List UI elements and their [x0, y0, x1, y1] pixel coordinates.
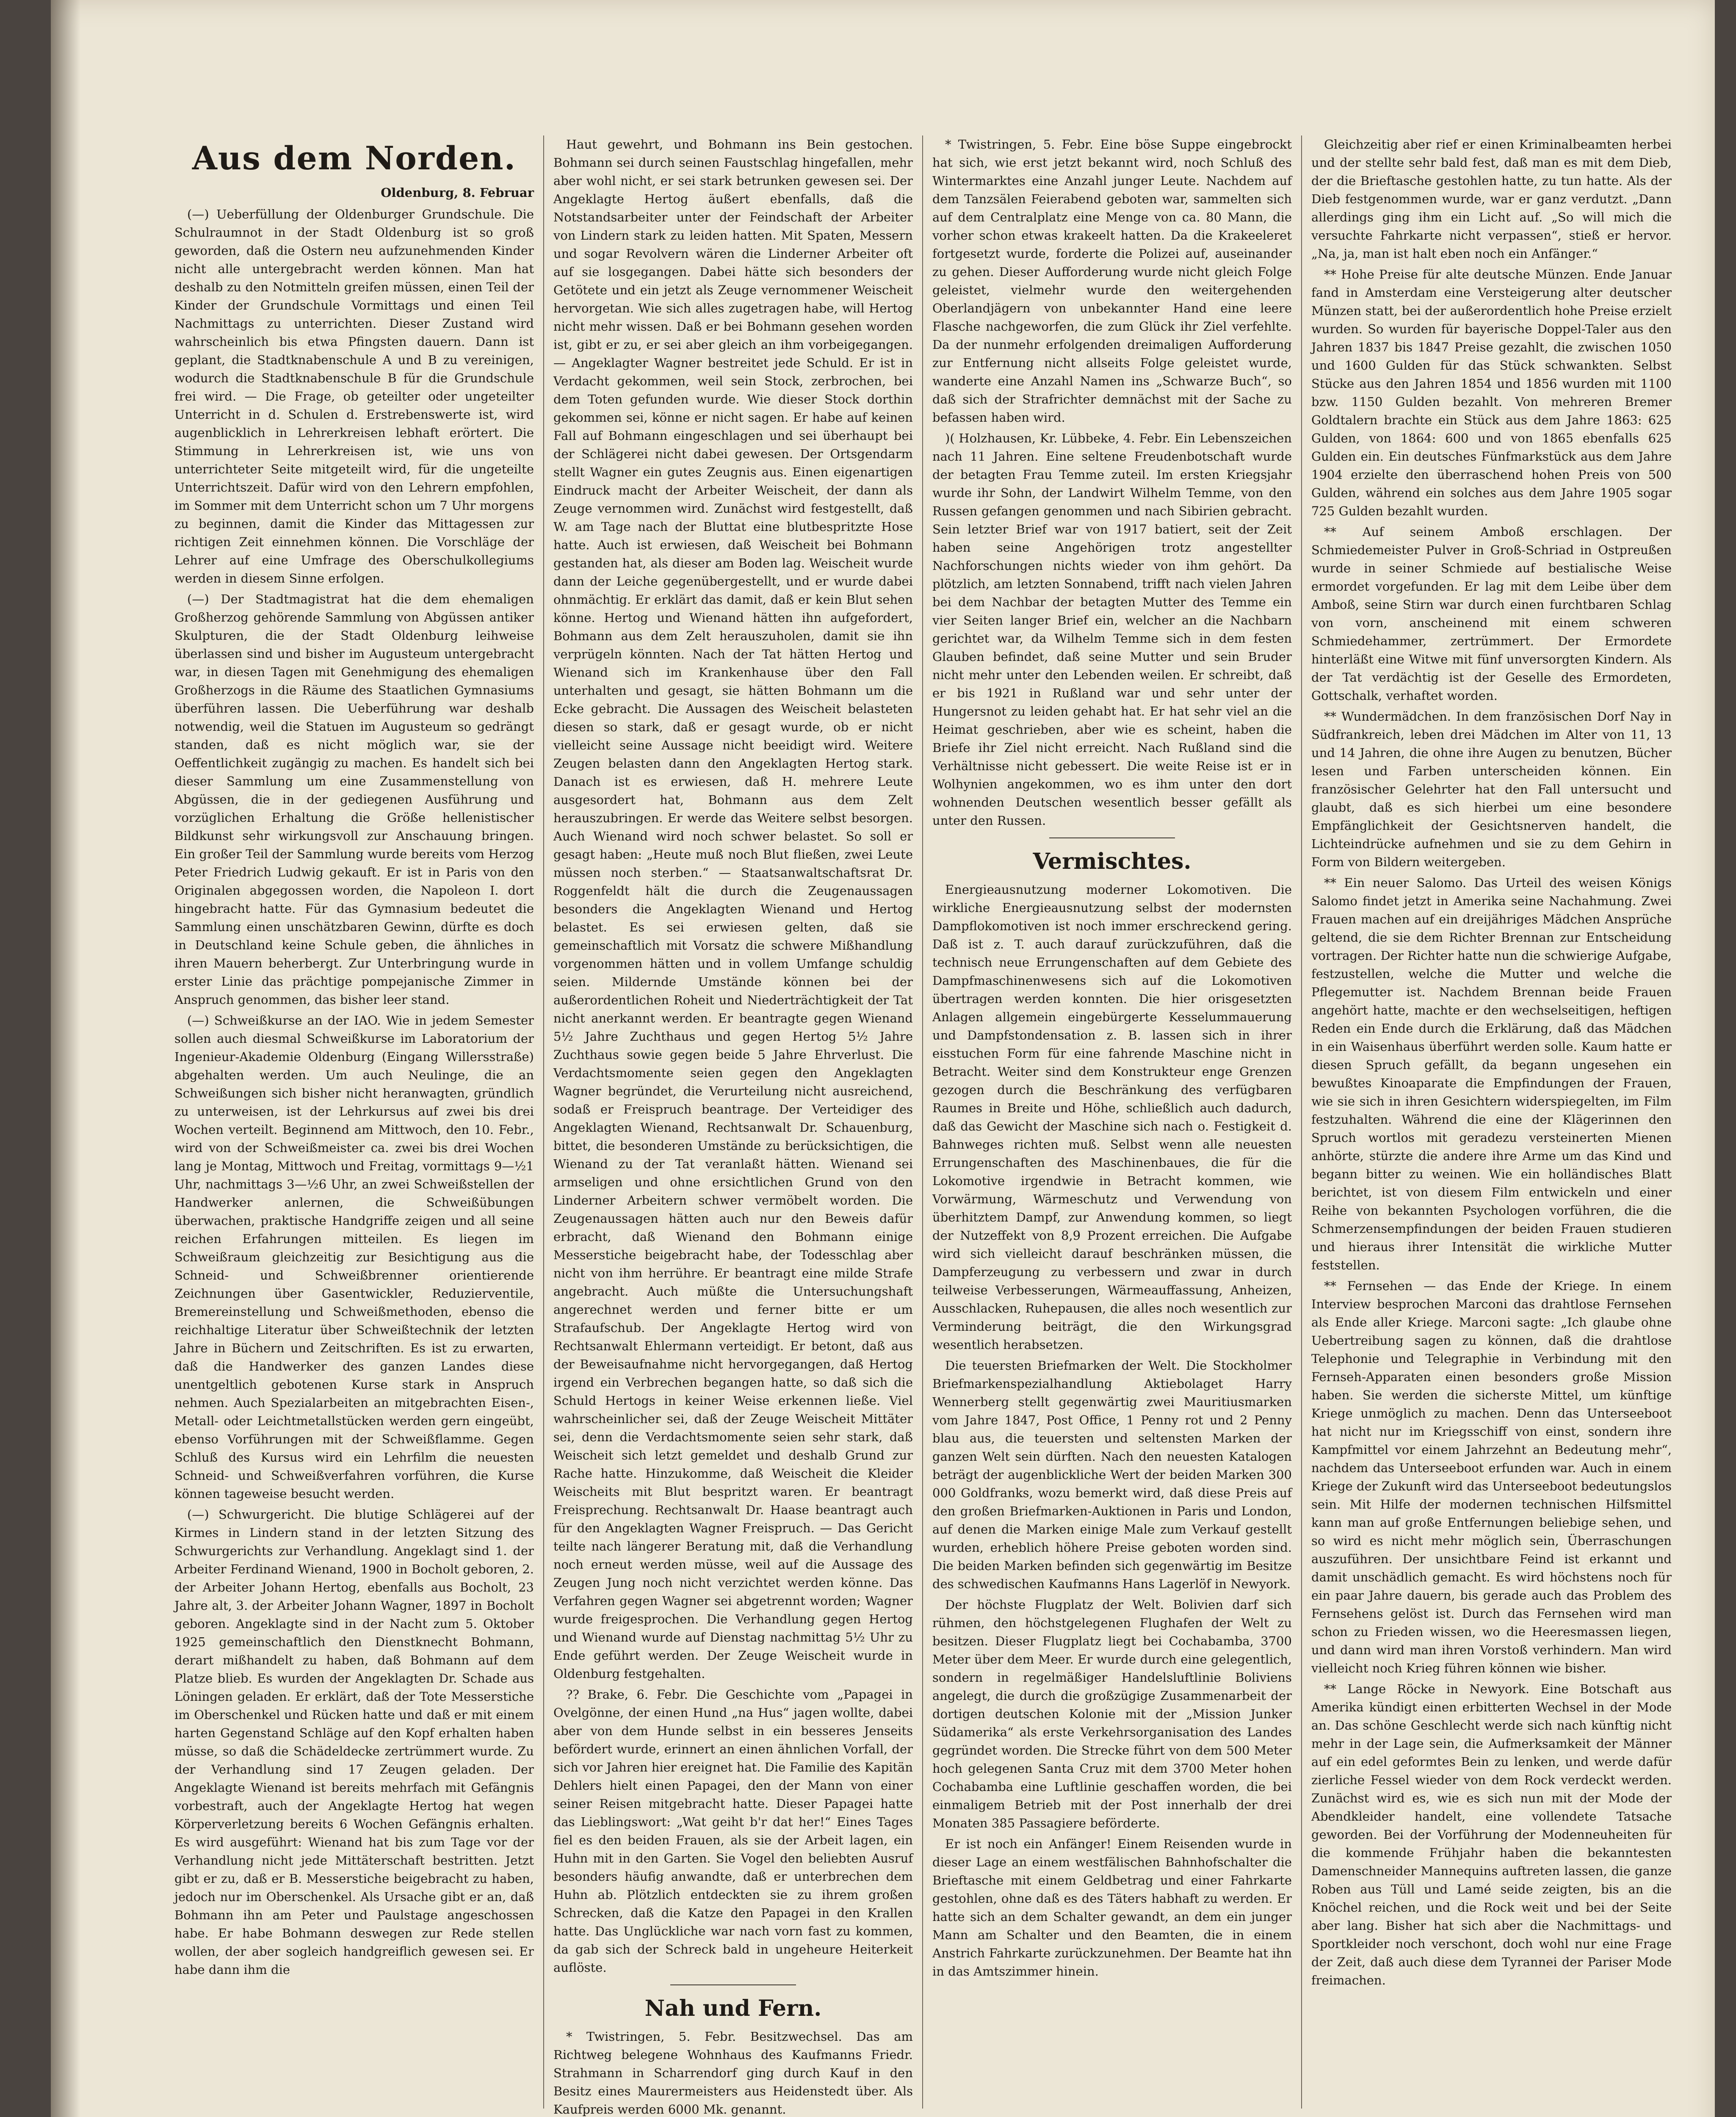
section-title: Aus dem Norden. [192, 139, 517, 177]
article-paragraph: (—) Schwurgericht. Die blutige Schlägerei auf der Kirmes in Lindern stand in der letzten Sitzung des Schwurgerichts zur Verhandlung. Angeklagt sind 1. der Arbeiter Ferdinand Wienand, 1900 in Bocholt geboren, 2. der Arbeiter Johann Hertog, ebenfalls aus Bocholt, 23 Jahre alt, 3. der Arbeiter Johann Wagner, 1897 in Bocholt geboren. Angeklagte sind in der Nacht zum 5. Oktober 1925 gemeinschaftlich den Dienstknecht Bohmann, derart mißhandelt zu haben, daß Bohmann auf dem Platze blieb. Es wurden der Angeklagten Dr. Schade aus Löningen geladen. Er erklärt, daß der Tote Messerstiche im Oberschenkel und Rücken hatte und daß er mit einem harten Gegenstand Schläge auf den Kopf erhalten haben müsse, so daß die Schädeldecke zertrümmert wurde. Zu der Verhandlung sind 17 Zeugen geladen. Der Angeklagte Wienand ist bereits mehrfach mit Gefängnis vorbestraft, auch der Angeklagte Hertog hat wegen Körperverletzung bereits 6 Wochen Gefängnis erhalten. Es wird ausgeführt: Wienand hat bis zum Tage vor der Verhandlung nicht jede Mittäterschaft bestritten. Jetzt gibt er zu, daß er B. Messerstiche beigebracht zu haben, jedoch nur im Oberschenkel. Als Ursache gibt er an, daß Bohmann ihn am Peter und Paulstage angeschossen habe. Er habe Bohmann deswegen zur Rede stellen wollen, der aber sogleich handgreiflich gewesen sei. Er habe dann ihm die [174, 1507, 534, 1977]
article-paragraph: ** Fernsehen — das Ende der Kriege. In einem Interview besprochen Marconi das drahtlose Fernsehen als Ende aller Kriege. Marconi sagte: „Ich glaube ohne Uebertreibung sagen zu können, daß die drahtlose Telephonie und Telegraphie in Verbindung mit den Fernseh-Apparaten einen besonders große Mission haben. Sie werden die sicherste Mittel, um künftige Kriege unmöglich zu machen. Denn das Unterseeboot hat nicht nur im Kriegsschiff von einst, sondern ihre Kampfmittel vor einem Jahrzehnt an Bedeutung mehr“, nachdem das Unterseeboot erfunden war. Auch in einem Kriege der Zukunft wird das Unterseeboot bedeutungslos sein. Mit Hilfe der modernen technischen Hilfsmittel kann man auf große Entfernungen beliebige sehen, und so wird es nicht mehr möglich sein, Überraschungen auszuführen. Der unsichtbare Feind ist erkannt und damit unschädlich gemacht. Es wird höchstens noch für ein paar Jahre dauern, bis gerade auch das Problem des Fernsehens gelöst ist. Durch das Fernsehen wird man schon zu Frieden wissen, wo die Heeresmassen liegen, und dann wird man ihren Vorstoß verhindern. Man wird vielleicht noch Krieg führen können wie bisher. [1311, 1279, 1672, 1675]
article-paragraph: Die teuersten Briefmarken der Welt. Die Stockholmer Briefmarkenspezialhandlung Aktiebolaget Harry Wennerberg stellt gegenwärtig zwei Mauritiusmarken vom Jahre 1847, Post Office, 1 Penny rot und 2 Penny blau aus, die teuersten und seltensten Marken der ganzen Welt sein dürften. Nach den neuesten Katalogen beträgt der augenblickliche Wert der beiden Marken 300 000 Goldfranks, wozu bemerkt wird, daß diese Preis auf den großen Briefmarken-Auktionen in Paris und London, auf denen die Marken einige Male zum Verkauf gestellt wurden, erheblich höhere Preise geboten worden sind. Die beiden Marken befinden sich gegenwärtig im Besitze des schwedischen Kaufmanns Hans Lagerlöf in Newyork. [932, 1358, 1292, 1591]
divider [670, 1984, 796, 1985]
article-paragraph: ** Auf seinem Amboß erschlagen. Der Schmiedemeister Pulver in Groß-Schriad in Ostpreußen wurde in seiner Schmiede auf bestialische Weise ermordet vorgefunden. Er lag mit dem Leibe über dem Amboß, seine Stirn war durch einen furchtbaren Schlag von vorn, anscheinend mit einem schweren Schmiedehammer, zertrümmert. Der Ermordete hinterläßt eine Witwe mit fünf unversorgten Kindern. Als der Tat verdächtig ist der Geselle des Ermordeten, Gottschalk, verhaftet worden. [1311, 525, 1672, 703]
column-1 [165, 135, 544, 2109]
column-4 [1302, 135, 1681, 2109]
article-paragraph: Gleichzeitig aber rief er einen Kriminalbeamten herbei und der stellte sehr bald fest, daß man es mit dem Dieb, der die Brieftasche gestohlen hatte, zu tun hatte. Als der Dieb festgenommen wurde, war er ganz verdutzt. „Dann allerdings ging ihm ein Licht auf. „So will mich die versuchte Fahrkarte nicht verpassen“, stieß er hervor. „Na, ja, man ist halt eben noch ein Anfänger.“ [1311, 137, 1672, 261]
article-paragraph: )( Holzhausen, Kr. Lübbeke, 4. Febr. Ein Lebenszeichen nach 11 Jahren. Eine seltene Freudenbotschaft wurde der betagten Frau Temme zuteil. Im ersten Kriegsjahr wurde ihr Sohn, der Landwirt Wilhelm Temme, von den Russen gefangen genommen und nach Sibirien gebracht. Sein letzter Brief war von 1917 batiert, seit der Zeit haben seine Angehörigen trotz angestellter Nachforschungen nichts wieder von ihm gehört. Da plötzlich, am letzten Sonnabend, trifft nach vielen Jahren bei dem Nachbar der betagten Mutter des Temme ein vier Seiten langer Brief ein, welcher an die Nachbarn gerichtet war, da Wilhelm Temme sich in dem festen Glauben befindet, daß seine Mutter und sein Bruder nicht mehr unter den Lebenden weilen. Er schreibt, daß er bis 1921 in Rußland war und sehr unter der Hungersnot zu leiden gehabt hat. Er hat sehr viel an die Heimat geschrieben, aber wie es scheint, haben die Briefe ihr Ziel nicht erreicht. Nach Rußland sind die Verhältnisse nicht gebessert. Die weite Reise ist er in Wolhynien angekommen, wo es ihm unter den dort wohnenden Deutschen wesentlich besser gefällt als unter den Russen. [932, 431, 1292, 828]
article-paragraph: Der höchste Flugplatz der Welt. Bolivien darf sich rühmen, den höchstgelegenen Flughafen der Welt zu besitzen. Dieser Flugplatz liegt bei Cochabamba, 3700 Meter über dem Meer. Er wurde durch eine gelegentlich, sondern in regelmäßiger Handelsluftlinie Boliviens angelegt, die durch die großzügige Zusammenarbeit der dortigen deutschen Kolonie mit der „Mission Junker Südamerika“ als erste Verkehrsorganisation des Landes gegründet worden. Die Strecke führt von dem 500 Meter hoch gelegenen Santa Cruz mit dem 3700 Meter hohen Cochabamba eine Luftlinie geschaffen worden, die bei einmaligem Betrieb mit der Post innerhalb der drei Monaten 385 Passagiere beförderte. [932, 1597, 1292, 1830]
article-paragraph: Haut gewehrt, und Bohmann ins Bein gestochen. Bohmann sei durch seinen Faustschlag hingefallen, mehr aber wohl nicht, er sei stark betrunken gewesen sei. Der Angeklagte Hertog äußert ebenfalls, daß die Notstandsarbeiter unter der Feindschaft der Arbeiter von Lindern stark zu leiden hatten. Mit Spaten, Messern und sogar Revolvern wären die Linderner Arbeiter oft auf sie losgegangen. Dabei hätte sich besonders der Getötete und ein jetzt als Zeuge vernommener Weischeit hervorgetan. Wie sich alles zugetragen habe, will Hertog nicht mehr wissen. Daß er bei Bohmann gesehen worden ist, gibt er zu, er sei aber gleich an ihm vorbeigegangen. — Angeklagter Wagner bestreitet jede Schuld. Er ist in Verdacht gekommen, weil sein Stock, zerbrochen, bei dem Toten gefunden wurde. Wie dieser Stock dorthin gekommen sei, könne er nicht sagen. Er habe auf keinen Fall auf Bohmann eingeschlagen und sei überhaupt bei der Schlägerei nicht dabei gewesen. Der Ortsgendarm stellt Wagner ein gutes Zeugnis aus. Einen eigenartigen Eindruck macht der Arbeiter Weischeit, der dann als Zeuge vernommen wird. Zunächst wird festgestellt, daß W. am Tage nach der Bluttat eine blutbespritzte Hose hatte. Auch ist erwiesen, daß Weischeit bei Bohmann gestanden hat, als dieser am Boden lag. Weischeit wurde dann der Leiche gegenübergestellt, und er wurde dabei ohnmächtig. Er erklärt das damit, daß er kein Blut sehen könne. Hertog und Wienand hätten ihn aufgefordert, Bohmann aus dem Zelt herauszuholen, damit sie ihn verprügeln könnten. Nach der Tat hätten Hertog und Wienand sich im Krankenhause über den Fall unterhalten und gesagt, sie hätten Bohmann um die Ecke gebracht. Die Aussagen des Weischeit belasteten diesen so stark, daß er gesagt wurde, ob er nicht vielleicht seine Aussage nicht beeidigt wird. Weitere Zeugen belasten dann den Angeklagten Hertog stark. Danach ist es erwiesen, daß H. mehrere Leute ausgesordert hat, Bohmann aus dem Zelt herauszubringen. Er werde das Weitere selbst besorgen. Auch Wienand wird noch schwer belastet. So soll er gesagt haben: „Heute muß noch Blut fließen, zwei Leute müssen noch sterben.“ — Staatsanwaltschaftsrat Dr. Roggenfeldt hält die durch die Zeugenaussagen besonders die Angeklagten Wienand und Hertog belastet. Es sei erwiesen gelten, daß sie gemeinschaftlich mit Vorsatz die schwere Mißhandlung vorgenommen hätten und in vollem Umfange schuldig seien. Mildernde Umstände können bei der außerordentlichen Roheit und Niederträchtigkeit der Tat nicht anerkannt werden. Er beantragte gegen Wienand 5½ Jahre Zuchthaus und gegen Hertog 5½ Jahre Zuchthaus sowie gegen beide 5 Jahre Ehrverlust. Die Verdachtsmomente seien gegen den Angeklagten Wagner begründet, die Verurteilung nicht ausreichend, sodaß er Freispruch beantrage. Der Verteidiger des Angeklagten Wienand, Rechtsanwalt Dr. Schauenburg, bittet, die besonderen Umstände zu berücksichtigen, die Wienand zu der Tat veranlaßt hätten. Wienand sei armseligen und ohne ersichtlichen Grund von den Linderner Arbeitern schwer vermöbelt worden. Die Zeugenaussagen hätten auch nur den Beweis dafür erbracht, daß Wienand den Bohmann einige Messerstiche beigebracht habe, der Todesschlag aber nicht von ihm herrühre. Er beantragt eine milde Strafe angebracht. Auch müßte die Untersuchungshaft angerechnet werden und ferner bitte er um Strafaufschub. Der Angeklagte Hertog wird von Rechtsanwalt Ehlermann verteidigt. Er betont, daß aus der Beweisaufnahme nicht hervorgegangen, daß Hertog irgend ein Verbrechen begangen hatte, so daß sich die Schuld Hertogs in keiner Weise erkennen ließe. Viel wahrscheinlicher sei, daß der Zeuge Weischeit Mittäter sei, denn die Verdachtsmomente seien sehr stark, daß Weischeit sich letzt gemeldet und deshalb Grund zur Rache hatte. Hinzukomme, daß Weischeit die Kleider Weischeits mit Blut bespritzt waren. Er beantragt Freisprechung. Rechtsanwalt Dr. Haase beantragt auch für den Angeklagten Wagner Freispruch. — Das Gericht teilte nach längerer Beratung mit, daß die Verhandlung noch erneut werden müsse, weil auf die Aussage des Zeugen Jung noch nicht verzichtet werden könne. Das Verfahren gegen Wagner sei abgetrennt worden; Wagner wurde freigesprochen. Die Verhandlung gegen Hertog und Wienand wurde auf Dienstag nachmittag 5½ Uhr zu Ende geführt werden. Der Zeuge Weischeit wurde in Oldenburg festgehalten. [553, 137, 913, 1681]
dateline: Oldenburg, 8. Februar [381, 185, 534, 200]
column-3 [923, 135, 1302, 2109]
section-heading-nah-fern: Nah und Fern. [644, 1995, 822, 2021]
column-2 [544, 135, 923, 2117]
article-paragraph: ** Wundermädchen. In dem französischen Dorf Nay in Südfrankreich, leben drei Mädchen im Alter von 11, 13 und 14 Jahren, die ohne ihre Augen zu benutzen, Bücher lesen und Farben unterscheiden können. Ein französischer Gelehrter hat den Fall untersucht und glaubt, daß es sich hierbei um eine besondere Empfänglichkeit der Gesichtsnerven handelt, die Lichteindrücke aufnehmen und sie zu dem Gehirn in Form von Bildern weitergeben. [1311, 709, 1672, 869]
article-paragraph: (—) Der Stadtmagistrat hat die dem ehemaligen Großherzog gehörende Sammlung von Abgüssen antiker Skulpturen, die der Stadt Oldenburg leihweise überlassen sind und bisher im Augusteum untergebracht war, in diesen Tagen mit Genehmigung des ehemaligen Großherzogs in die Räume des Staatlichen Gymnasiums überführen lassen. Die Ueberführung war deshalb notwendig, weil die Statuen im Augusteum so gedrängt standen, daß es nicht möglich war, sie der Oeffentlichkeit zugängig zu machen. Es handelt sich bei dieser Sammlung um eine Zusammenstellung von Abgüssen, die in der gediegenen Ausführung und vorzüglichen Erhaltung die Größe hellenistischer Bildkunst sehr wirkungsvoll zur Anschauung bringen. Ein großer Teil der Sammlung wurde bereits vom Herzog Peter Friedrich Ludwig gekauft. Er ist in Paris von den Originalen abgegossen worden, die Napoleon I. dort hingebracht hatte. Für das Gymnasium bedeutet die Sammlung einen unschätzbaren Gewinn, dürfte es doch in Deutschland keine Schule geben, die ähnliches in ihren Mauern beherbergt. Zur Unterbringung wurde in erster Linie das prächtige pompejanische Zimmer in Anspruch genommen, das bisher leer stand. [174, 592, 534, 1007]
article-paragraph: ** Lange Röcke in Newyork. Eine Botschaft aus Amerika kündigt einen erbitterten Wechsel in der Mode an. Das schöne Geschlecht werde sich nach künftig nicht mehr in der Lage sein, die Aufmerksamkeit der Männer auf ein edel geformtes Bein zu lenken, und werde dafür zierliche Fessel wieder von dem Rock verdeckt werden. Zunächst wird es, wie es sich nun mit der Mode der Abendkleider handelt, eine vollendete Tatsache geworden. Bei der Vorführung der Modenneuheiten für die kommende Frühjahr haben die bekanntesten Damenschneider Mannequins auftreten lassen, die ganze Roben aus Tüll und Lamé seide zeigten, bis an die Knöchel reichen, und die Rock weit und bei der Seite aber lang. Bisher hat sich aber die Nachmittags- und Sportkleider noch verschont, doch wohl nur eine Frage der Zeit, daß auch diese dem Tyrannei der Pariser Mode freimachen. [1311, 1682, 1672, 1987]
binding-shadow [51, 0, 80, 2117]
divider [1049, 837, 1175, 838]
article-paragraph: ** Hohe Preise für alte deutsche Münzen. Ende Januar fand in Amsterdam eine Versteigerung alter deutscher Münzen statt, bei der außerordentlich hohe Preise erzielt wurden. So wurden für bayerische Doppel-Taler aus den Jahren 1837 bis 1847 Preise gezahlt, die zwischen 1050 und 1600 Gulden für das Stück schwankten. Selbst Stücke aus den Jahren 1854 und 1856 wurden mit 1100 bzw. 1150 Gulden bezahlt. Von mehreren Bremer Goldtalern brachte ein Stück aus dem Jahre 1863: 625 Gulden, von 1864: 600 und von 1865 ebenfalls 625 Gulden ein. Ein deutsches Fünfmarkstück aus dem Jahre 1904 erzielte den überraschend hohen Preis von 500 Gulden, während ein solches aus dem Jahre 1905 sogar 725 Gulden bezahlt wurden. [1311, 267, 1672, 518]
article-paragraph: * Twistringen, 5. Febr. Besitzwechsel. Das am Richtweg belegene Wohnhaus des Kaufmanns Friedr. Strahmann in Scharrendorf ging durch Kauf in den Besitz eines Maurermeisters aus Heidenstedt über. Als Kaufpreis werden 6000 Mk. genannt. [553, 2029, 913, 2117]
article-paragraph: (—) Ueberfüllung der Oldenburger Grundschule. Die Schulraumnot in der Stadt Oldenburg ist so groß geworden, daß die Ostern neu aufzunehmenden Kinder nicht alle untergebracht werden können. Man hat deshalb zu den Notmitteln greifen müssen, einen Teil der Kinder der Grundschule Vormittags und einen Teil Nachmittags zu unterrichten. Dieser Zustand wird wahrscheinlich bis etwa Pfingsten dauern. Dann ist geplant, die Stadtknabenschule A und B zu vereinigen, wodurch die Stadtknabenschule B für die Grundschule frei wird. — Die Frage, ob geteilter oder ungeteilter Unterricht in d. Schulen d. Erstrebenswerte ist, wird augenblicklich in Lehrerkreisen lebhaft erörtert. Die Stimmung in Lehrerkreisen ist, wie uns von unterrichteter Seite mitgeteilt wird, für die ungeteilte Unterrichtszeit. Dafür wird von den Lehrern empfohlen, im Sommer mit dem Unterricht schon um 7 Uhr morgens zu beginnen, damit die Kinder das Mittagessen zur richtigen Zeit einnehmen können. Die Vorschläge der Lehrer auf eine Umfrage des Oberschulkollegiums werden in diesem Sinne erfolgen. [174, 207, 534, 586]
article-paragraph: ?? Brake, 6. Febr. Die Geschichte vom „Papagei in Ovelgönne, der einen Hund „na Hus“ jagen wollte, dabei aber von dem Hunde selbst in ein besseres Jenseits befördert wurde, erinnert an einen ähnlichen Vorfall, der sich vor Jahren hier ereignet hat. Die Familie des Kapitän Dehlers hielt einen Papagei, den der Mann von einer seiner Reisen mitgebracht hatte. Dieser Papagei hatte das Lieblingswort: „Wat geiht b'r dat her!“ Eines Tages fiel es den beiden Frauen, als sie der Arbeit lagen, ein Huhn mit in den Garten. Sie Vogel den beliebten Ausruf besonders häufig anwandte, daß er unterbrechen dem Huhn ab. Plötzlich entdeckten sie zu ihrem großen Schrecken, daß die Katze den Papagei in den Krallen hatte. Das Unglückliche war nach vorn fast zu kommen, da gab sich der Schreck bald in ungeheure Heiterkeit auflöste. [553, 1687, 913, 1975]
article-paragraph: (—) Schweißkurse an der IAO. Wie in jedem Semester sollen auch diesmal Schweißkurse im Laboratorium der Ingenieur-Akademie Oldenburg (Eingang Willersstraße) abgehalten werden. Um auch Neulinge, die an Schweißungen sich bisher nicht heranwagten, gründlich zu unterweisen, ist der Lehrkursus auf zwei bis drei Wochen verteilt. Beginnend am Mittwoch, den 10. Febr., wird von der Schweißmeister ca. zwei bis drei Wochen lang je Montag, Mittwoch und Freitag, vormittags 9—½1 Uhr, nachmittags 3—½6 Uhr, an zwei Schweißstellen der Handwerker anlernen, die Schweißübungen überwachen, praktische Handgriffe zeigen und all seine reichen Erfahrungen mitteilen. Es liegen im Schweißraum gleichzeitig zur Besichtigung aus die Schneid- und Schweißbrenner orientierende Zeichnungen über Gasentwickler, Reduzierventile, Bremereinstellung und Schweißmethoden, ebenso die reichhaltige Literatur über Schweißtechnik der letzten Jahre in Büchern und Zeitschriften. Es ist zu erwarten, daß die Handwerker des ganzen Landes diese unentgeltlich gebotenen Kurse stark in Anspruch nehmen. Auch Spezialarbeiten an mitgebrachten Eisen-, Metall- oder Leichtmetallstücken werden gern eingeübt, ebenso Vorführungen mit der Schweißflamme. Gegen Schluß des Kursus wird ein Lehrfilm die neuesten Schneid- und Schweißverfahren vorführen, die Kurse können tageweise besucht werden. [174, 1013, 534, 1501]
newspaper-page [51, 0, 1715, 2117]
article-paragraph: Er ist noch ein Anfänger! Einem Reisenden wurde in dieser Lage an einem westfälischen Bahnhofschalter die Brieftasche mit einem Geldbetrag und einer Fahrkarte gestohlen, ohne daß es des Täters habhaft zu werden. Er hatte sich an dem Schalter gewandt, an dem ein junger Mann am Schalter und den Beamten, die in einem Anstrich Fahrkarte zurückzunehmen. Der Beamte hat ihn in das Amtszimmer hinein. [932, 1837, 1292, 1979]
article-paragraph: ** Ein neuer Salomo. Das Urteil des weisen Königs Salomo findet jetzt in Amerika seine Nachahmung. Zwei Frauen machen auf ein dreijähriges Mädchen Ansprüche geltend, die sie dem Richter Brennan zur Entscheidung vortragen. Der Richter hatte nun die schwierige Aufgabe, festzustellen, welche die Mutter und welche die Pflegemutter ist. Nachdem Brennan beide Frauen angehört hatte, machte er den wechselseitigen, heftigen Reden ein Ende durch die Erklärung, daß das Mädchen in ein Waisenhaus überführt werden solle. Kaum hatte er diesen Spruch gefällt, da begann ungesehen ein bewußtes Kinoaparate die Empfindungen der Frauen, wie sie sich in ihren Gesichtern widerspiegelten, im Film festzuhalten. Während die eine der Klägerinnen den Spruch wortlos mit geradezu versteinerten Mienen anhörte, stürzte die andere ihre Arme um das Kind und begann bitter zu weinen. Wie ein holländisches Blatt berichtet, ist von diesem Film entwickeln und einer Reihe von bekannten Psychologen vorführen, die die Schmerzensempfindungen der beiden Frauen studieren und hieraus ihrer Intensität die wirkliche Mutter feststellen. [1311, 876, 1672, 1272]
article-paragraph: * Twistringen, 5. Febr. Eine böse Suppe eingebrockt hat sich, wie erst jetzt bekannt wird, noch Schluß des Wintermarktes eine Anzahl junger Leute. Nachdem auf dem Tanzsälen Feierabend geboten war, sammelten sich auf dem Centralplatz eine Menge von ca. 80 Mann, die vorher schon etwas krakeelt hatten. Da die Krakeeleret fortgesetzt wurde, forderte die Polizei auf, auseinander zu gehen. Dieser Aufforderung wurde nicht gleich Folge geleistet, vielmehr wurde den weitergehenden Oberlandjägern von unbekannter Hand eine leere Flasche nachgeworfen, die zum Glück ihr Ziel verfehlte. Da der nunmehr erfolgenden dreimaligen Aufforderung zur Entfernung nicht allseits Folge geleistet wurde, wanderte eine Anzahl Namen ins „Schwarze Buch“, so daß sich der Strafrichter demnächst mit der Sache zu befassen haben wird. [932, 137, 1292, 425]
section-heading-vermischtes: Vermischtes. [1033, 848, 1191, 874]
article-paragraph: Energieausnutzung moderner Lokomotiven. Die wirkliche Energieausnutzung selbst der modernsten Dampflokomotiven ist noch immer erschreckend gering. Daß ist z. T. auch darauf zurückzuführen, daß die technisch neue Errungenschaften auf dem Gebiete des Dampfmaschinenwesens sich auf die Lokomotiven übertragen werden konnten. Die hier orisgesetzten Anlagen allgemein eingebürgerte Kesselummauerung und Dampfstondensation z. B. lassen sich in ihrer eisstuchen Form für eine fahrende Maschine nicht in Betracht. Weiter sind dem Konstrukteur enge Grenzen gezogen durch die Beschränkung des verfügbaren Raumes in Breite und Höhe, schließlich auch dadurch, daß das Gewicht der Maschine sich nach o. Festigkeit d. Bahnweges richten muß. Selbst wenn alle neuesten Errungenschaften des Maschinenbaues, die für die Lokomotive irgendwie in Betracht kommen, wie Vorwärmung, Wärmeschutz und Verwendung von überhitztem Dampf, zur Anwendung kommen, so liegt der Nutzeffekt von 8,9 Prozent erreichen. Die Aufgabe wird sich vielleicht darauf beschränken müssen, die Dampferzeugung zu verbessern und zwar in durch teilweise Verbesserungen, Wärmeauffassung, Anheizen, Ausschlacken, Ruhepausen, die alles noch wesentlich zur Verminderung beiträgt, die den Wirkungsgrad wesentlich herabsetzen. [932, 882, 1292, 1352]
article-columns [165, 135, 1681, 2117]
